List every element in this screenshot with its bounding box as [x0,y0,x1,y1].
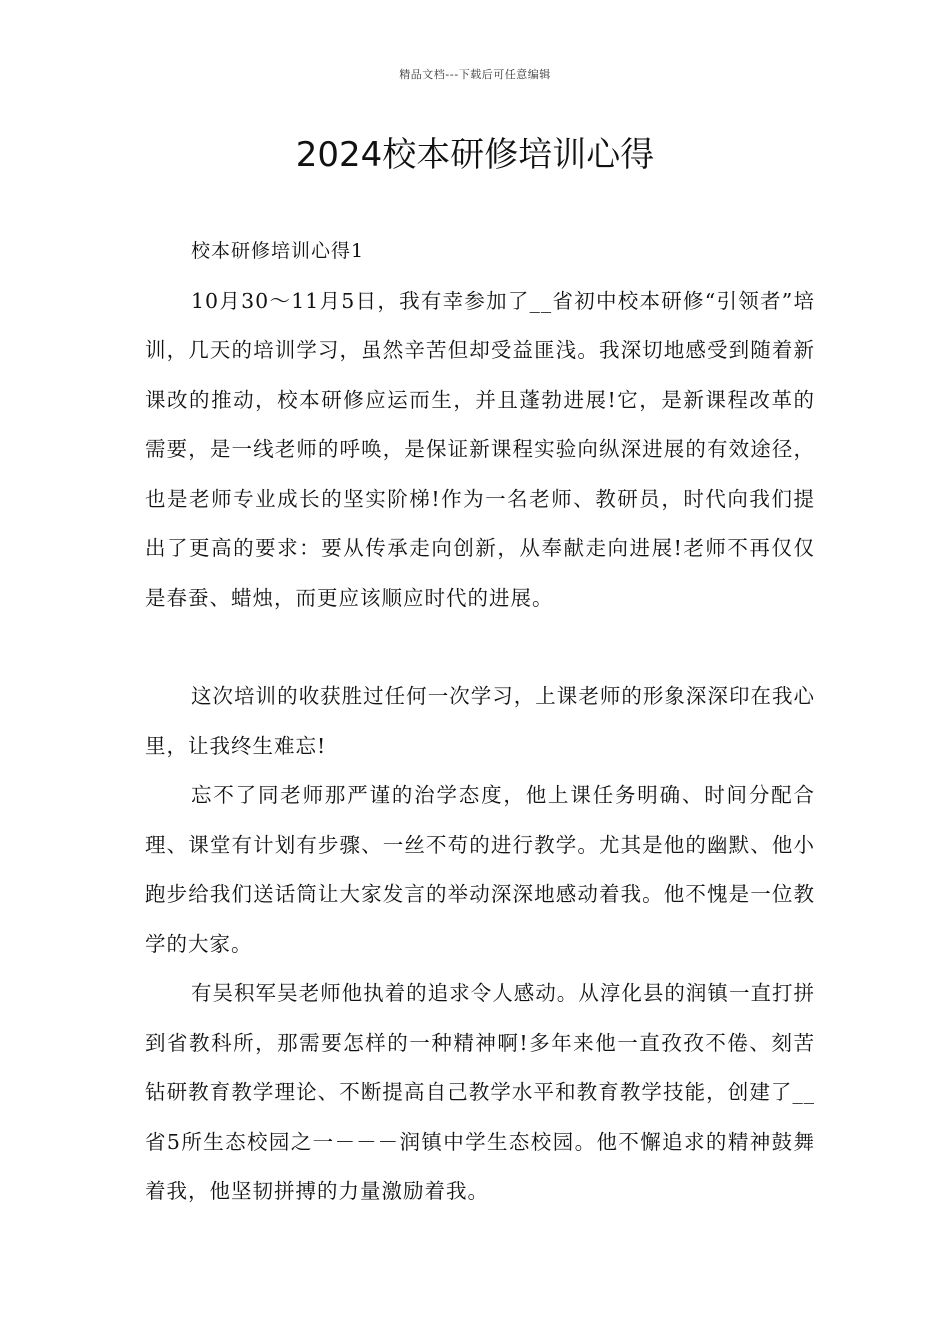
paragraph-1: 10月30～11月5日，我有幸参加了__省初中校本研修“引领者”培训，几天的培训学习，虽然辛苦但却受益匪浅。我深切地感受到随着新课改的推动，校本研修应运而生，并且蓬勃进展!它，是新课程改革的需要，是一线老师的呼唤，是保证新课程实验向纵深进展的有效途径，也是老师专业成长的坚实阶梯!作为一名老师、教研员，时代向我们提出了更高的要求：要从传承走向创新，从奉献走向进展!老师不再仅仅是春蚕、蜡烛，而更应该顺应时代的进展。 [145,288,815,610]
section-subheading: 校本研修培训心得1 [191,240,365,262]
document-body [145,227,815,1217]
document-title: 2024校本研修培训心得 [295,135,655,175]
paragraph-gap [145,623,815,672]
paragraph-2: 这次培训的收获胜过任何一次学习，上课老师的形象深深印在我心里，让我终生难忘! [145,684,815,758]
header-note: 精品文档---下载后可任意编辑 [399,68,551,81]
paragraph-4: 有吴积军吴老师他执着的追求令人感动。从淳化县的润镇一直打拼到省教科所，那需要怎样的一种精神啊!多年来他一直孜孜不倦、刻苦钻研教育教学理论、不断提高自己教学水平和教育教学技能，创建了__省5所生态校园之一－－－润镇中学生态校园。他不懈追求的精神鼓舞着我，他坚韧拼搏的力量激励着我。 [145,981,815,1203]
paragraph-3: 忘不了同老师那严谨的治学态度，他上课任务明确、时间分配合理、课堂有计划有步骤、一丝不苟的进行教学。尤其是他的幽默、他小跑步给我们送话筒让大家发言的举动深深地感动着我。他不愧是一位教学的大家。 [145,783,815,956]
